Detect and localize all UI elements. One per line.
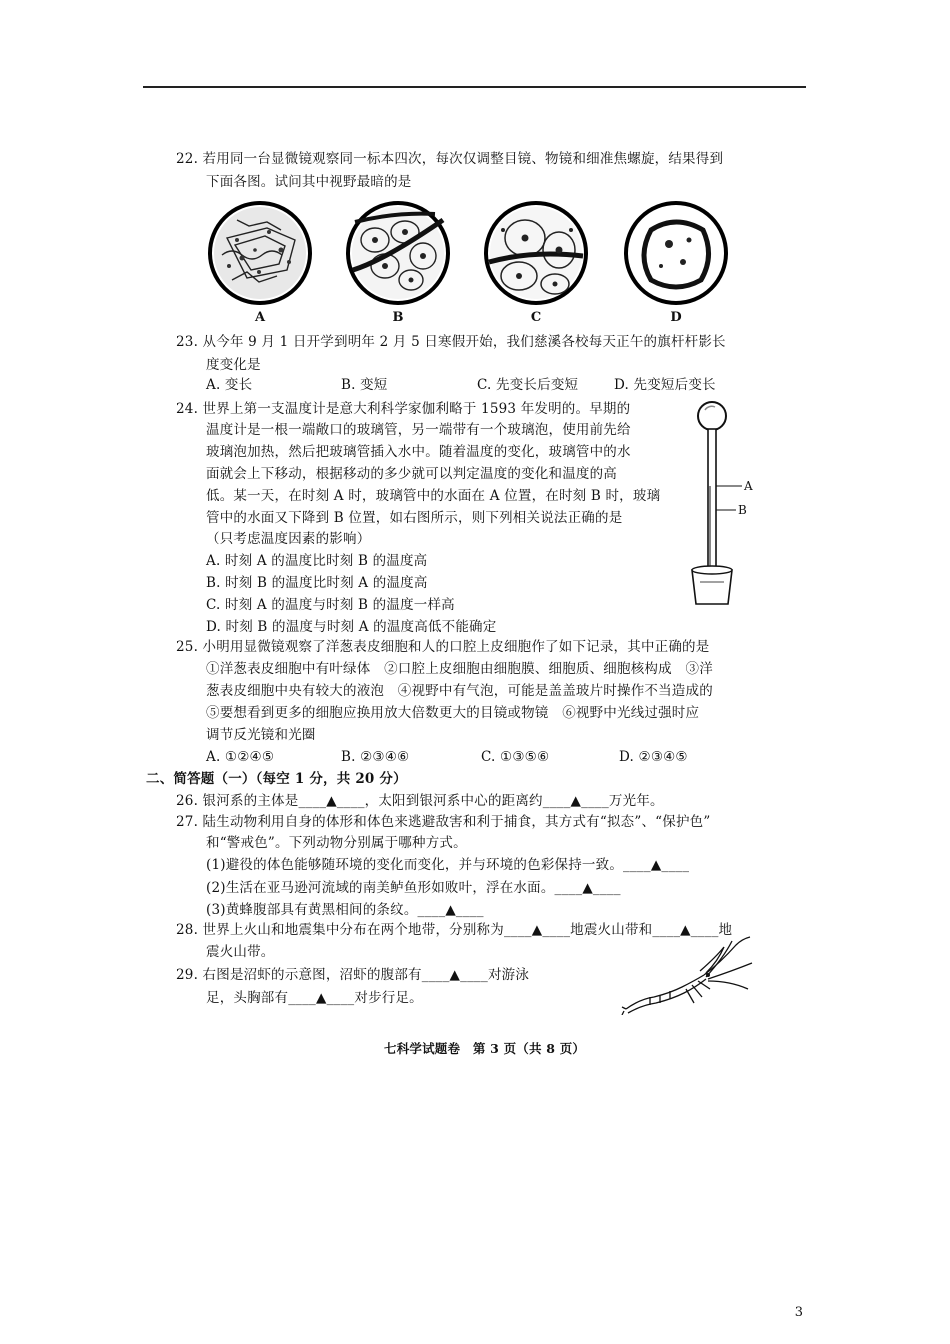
q28-line: 28. 世界上火山和地震集中分布在两个地带，分别称为____▲____地震火山带和____▲____地 xyxy=(176,922,733,938)
microscope-view-c xyxy=(481,200,591,325)
q27-item: (1)避役的体色能够随环境的变化而变化，并与环境的色彩保持一致。____▲____ xyxy=(206,857,690,873)
microscope-view-a xyxy=(205,200,315,325)
q24-line: 管中的水面又下降到 B 位置，如右图所示，则下列相关说法正确的是 xyxy=(206,510,623,526)
page-number: 3 xyxy=(794,1305,803,1320)
q22-line1: 22. 若用同一台显微镜观察同一标本四次，每次仅调整目镜、物镜和细准焦螺旋，结果得到 xyxy=(176,151,724,167)
q23-line2: 度变化是 xyxy=(206,357,261,373)
q23-option-d: D. 先变短后变长 xyxy=(614,377,716,393)
q26-line: 26. 银河系的主体是____▲____，太阳到银河系中心的距离约____▲____万光年。 xyxy=(176,793,664,809)
q25-line: 调节反光镜和光圈 xyxy=(206,727,316,743)
thermometer-figure xyxy=(680,398,770,617)
q24-line: 温度计是一根一端敞口的玻璃管，另一端带有一个玻璃泡，使用前先给 xyxy=(206,422,631,438)
footer: 七科学试题卷 第 3 页（共 8 页） xyxy=(384,1041,586,1056)
q24-line: 玻璃泡加热，然后把玻璃管插入水中。随着温度的变化，玻璃管中的水 xyxy=(206,444,631,460)
q25-option-b: B. ②③④⑥ xyxy=(341,749,410,765)
q29-line: 足，头胸部有____▲____对步行足。 xyxy=(206,990,423,1006)
q23-option-c: C. 先变长后变短 xyxy=(477,377,579,393)
q28-line: 震火山带。 xyxy=(206,944,275,960)
q24-option-c: C. 时刻 A 的温度与时刻 B 的温度一样高 xyxy=(206,597,455,613)
thermometer-label-a: A xyxy=(744,479,753,493)
q22-line2: 下面各图。试问其中视野最暗的是 xyxy=(206,174,412,190)
figure-label-d: D xyxy=(670,310,682,325)
q25-line: ⑤要想看到更多的细胞应换用放大倍数更大的目镜或物镜 ⑥视野中光线过强时应 xyxy=(206,705,700,721)
q24-line: 面就会上下移动，根据移动的多少就可以判定温度的变化和温度的高 xyxy=(206,466,617,482)
microscope-view-d xyxy=(621,200,731,325)
q25-option-a: A. ①②④⑤ xyxy=(206,749,275,765)
q27-item: (3)黄蜂腹部具有黄黑相间的条纹。____▲____ xyxy=(206,902,484,918)
q24-option-a: A. 时刻 A 的温度比时刻 B 的温度高 xyxy=(206,553,428,569)
q24-line: （只考虑温度因素的影响） xyxy=(206,531,371,547)
q27-line: 27. 陆生动物利用自身的体形和体色来逃避敌害和利于捕食，其方式有“拟态”、“保护色” xyxy=(176,814,711,830)
q22-microscope-figures xyxy=(205,200,735,330)
q23-line1: 23. 从今年 9 月 1 日开学到明年 2 月 5 日寒假开始，我们慈溪各校每天正午的旗杆杆影长 xyxy=(176,334,726,350)
q25-option-c: C. ①③⑤⑥ xyxy=(481,749,550,765)
figure-label-c: C xyxy=(530,310,542,325)
q23-option-b: B. 变短 xyxy=(341,377,388,393)
q29-line: 29. 右图是沼虾的示意图，沼虾的腹部有____▲____对游泳 xyxy=(176,967,530,983)
q24-line: 低。某一天，在时刻 A 时，玻璃管中的水面在 A 位置，在时刻 B 时，玻璃 xyxy=(206,488,661,504)
section-title: 二、简答题（一）（每空 1 分，共 20 分） xyxy=(146,771,407,787)
q27-item: (2)生活在亚马逊河流域的南美鲈鱼形如败叶，浮在水面。____▲____ xyxy=(206,880,621,896)
q27-line: 和“警戒色”。下列动物分别属于哪种方式。 xyxy=(206,835,467,851)
thermometer-label-b: B xyxy=(738,503,748,517)
q24-option-d: D. 时刻 B 的温度与时刻 A 的温度高低不能确定 xyxy=(206,619,497,635)
q25-line: 葱表皮细胞中央有较大的液泡 ④视野中有气泡，可能是盖盖玻片时操作不当造成的 xyxy=(206,683,713,699)
q25-line: ①洋葱表皮细胞中有叶绿体 ②口腔上皮细胞由细胞膜、细胞质、细胞核构成 ③洋 xyxy=(206,661,713,677)
header-rule xyxy=(143,86,806,88)
shrimp-figure xyxy=(620,935,755,1019)
q25-option-d: D. ②③④⑤ xyxy=(619,749,688,765)
q23-option-a: A. 变长 xyxy=(206,377,253,393)
q24-option-b: B. 时刻 B 的温度比时刻 A 的温度高 xyxy=(206,575,428,591)
q25-line: 25. 小明用显微镜观察了洋葱表皮细胞和人的口腔上皮细胞作了如下记录，其中正确的是 xyxy=(176,639,710,655)
figure-label-b: B xyxy=(392,310,404,325)
microscope-view-b xyxy=(343,200,453,325)
figure-label-a: A xyxy=(254,310,266,325)
q24-line: 24. 世界上第一支温度计是意大利科学家伽利略于 1593 年发明的。早期的 xyxy=(176,401,631,417)
